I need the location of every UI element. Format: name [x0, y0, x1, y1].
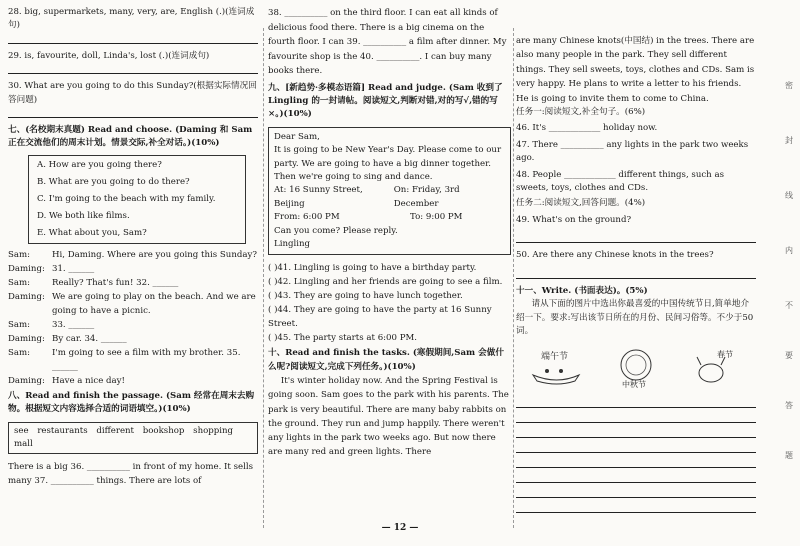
dialog-line: Daming: 31. ______: [8, 263, 95, 274]
task-1-title: 任务一:阅读短文,补全句子。(6%): [516, 107, 646, 118]
sidebar-char: 要: [785, 351, 793, 360]
column-divider: [263, 28, 264, 528]
letter-ask: Can you come? Please reply.: [274, 225, 398, 236]
letter-row: [274, 211, 505, 224]
column-right: [516, 34, 756, 516]
dialog-line: Sam: I'm going to see a film with my brother. 35. ______: [8, 347, 241, 372]
writing-line[interactable]: [516, 471, 756, 483]
judge-item[interactable]: ( )43. They are going to have lunch together.: [268, 291, 463, 302]
letter-at: At: 16 Sunny Street, Beijing: [274, 185, 363, 209]
letter-greeting: Dear Sam,: [274, 131, 320, 142]
writing-area[interactable]: [516, 396, 756, 513]
letter-row: [274, 184, 505, 211]
section-11-instructions: 请从下面的图片中选出你最喜爱的中国传统节日,简单地介绍一下。要求:写出该节日所在的月份、民间习俗等。不少于50词。: [516, 299, 754, 336]
judge-item[interactable]: ( )45. The party starts at 6:00 PM.: [268, 333, 418, 344]
question-50: 50. Are there any Chinese knots in the trees?: [516, 250, 714, 261]
dialog-line: Sam: 33. ______: [8, 319, 95, 330]
writing-line[interactable]: [516, 456, 756, 468]
festival-pictures: [516, 342, 756, 392]
dialog-line: Sam: Really? That's fun! 32. ______: [8, 277, 179, 288]
passage-sec8-end: 38. __________ on the third floor. I can eat all kinds of delicious food there. There is a big cinema on the fourth floor. I can 39. __________ a film after dinner. My favourite shop is the 40. __________. I can buy many books there.: [268, 8, 507, 76]
option-b: B. What are you going to do there?: [37, 176, 190, 187]
seal-line-sidebar: [784, 60, 796, 500]
column-left: [8, 6, 258, 488]
letter-signature: Lingling: [274, 238, 311, 249]
dragon-boat-label: 端午节: [541, 352, 569, 363]
invitation-letter: [268, 127, 511, 256]
option-a: A. How are you going there?: [37, 159, 162, 170]
writing-line[interactable]: [516, 411, 756, 423]
spring-festival-picture: [687, 345, 745, 389]
question-48[interactable]: 48. People ____________ different things, such as sweets, toys, clothes and CDs.: [516, 169, 724, 194]
answer-line-29[interactable]: [8, 64, 258, 74]
column-middle: [268, 6, 511, 459]
spring-festival-label: 春节: [717, 350, 733, 360]
dialog-line: Daming: We are going to play on the beach. And we are going to have a picnic.: [8, 291, 256, 316]
question-46[interactable]: 46. It's ____________ holiday now.: [516, 123, 658, 134]
passage-sec10-end: are many Chinese knots(中国结) in the trees. There are also many people in the park. They sell different things. They sell sweets, toys, clothes and CDs. Sam is very happy. He plans to write a letter to his friends. He is going to invite them to come to China.: [516, 36, 755, 104]
option-c: C. I'm going to the beach with my family.: [37, 193, 216, 204]
judge-item[interactable]: ( )42. Lingling and her friends are going to see a film.: [268, 277, 503, 288]
sidebar-char: 封: [785, 136, 793, 145]
writing-line[interactable]: [516, 396, 756, 408]
question-49: 49. What's on the ground?: [516, 214, 632, 225]
section-10-title: 十、Read and finish the tasks. (寒假期间,Sam 会做什么呢?阅读短文,完成下列任务。)(10%): [268, 348, 504, 372]
dialog: [8, 248, 258, 388]
task-2-title: 任务二:阅读短文,回答问题。(4%): [516, 198, 646, 209]
page-number: — 12 —: [381, 523, 419, 533]
writing-line[interactable]: [516, 426, 756, 438]
dialog-line: Daming: Have a nice day!: [8, 375, 125, 386]
section-9-title: 九、[新趋势·多模态语篇] Read and judge. (Sam 收到了 Lingling 的一封请帖。阅读短文,判断对错,对的写√,错的写×。)(10%): [268, 82, 503, 120]
option-d: D. We both like films.: [37, 210, 130, 221]
question-30: 30. What are you going to do this Sunday?(根据实际情况回答问题): [8, 81, 257, 105]
question-28: 28. big, supermarkets, many, very, are, English (.)(连词成句): [8, 7, 255, 31]
mid-autumn-picture: [607, 345, 665, 389]
word-box: see restaurants different bookshop shopping mall: [8, 422, 258, 455]
sidebar-char: 题: [785, 451, 793, 460]
dialog-line: Daming: By car. 34. ______: [8, 333, 127, 344]
answer-line-28[interactable]: [8, 34, 258, 44]
option-e: E. What about you, Sam?: [37, 227, 147, 238]
sidebar-char: 密: [785, 81, 793, 90]
question-47[interactable]: 47. There __________ any lights in the park two weeks ago.: [516, 139, 749, 164]
dragon-boat-picture: [527, 345, 585, 389]
mid-autumn-label: 中秋节: [622, 380, 646, 390]
passage-sec10: It's winter holiday now. And the Spring Festival is going soon. Sam goes to the park with his parents. The park is very beautiful. There are many baby rabbits on the ground. They run and jump happily. There weren't any lights in the park two weeks ago. But now there are many red and green lights. There: [268, 376, 509, 458]
section-8-title: 八、Read and finish the passage. (Sam 经常在周末去购物。根据短文内容选择合适的词语填空。)(10%): [8, 390, 255, 415]
section-11-title: 十一、Write. (书面表达)。(5%): [516, 285, 648, 296]
writing-line[interactable]: [516, 441, 756, 453]
sidebar-char: 答: [785, 401, 793, 410]
column-divider: [513, 28, 514, 528]
options-box: [28, 155, 246, 244]
letter-from: From: 6:00 PM: [274, 212, 340, 223]
dialog-line: Sam: Hi, Daming. Where are you going this Sunday?: [8, 249, 257, 260]
answer-line-49[interactable]: [516, 233, 756, 243]
writing-line[interactable]: [516, 486, 756, 498]
letter-to: To: 9:00 PM: [410, 212, 463, 223]
answer-line-30[interactable]: [8, 108, 258, 118]
question-29: 29. is, favourite, doll, Linda's, lost (.)(连词成句): [8, 50, 210, 61]
judge-item[interactable]: ( )44. They are going to have the party at 16 Sunny Street.: [268, 305, 492, 330]
letter-body: It is going to be New Year's Day. Please come to our party. We are going to have a big dinner together. Then we're going to sing and dance.: [274, 145, 502, 182]
sidebar-char: 线: [785, 191, 793, 200]
judge-item[interactable]: ( )41. Lingling is going to have a birthday party.: [268, 263, 477, 274]
judge-list: [268, 261, 511, 345]
letter-on: On: Friday, 3rd December: [393, 185, 460, 209]
writing-line[interactable]: [516, 501, 756, 513]
sidebar-char: 内: [785, 246, 793, 255]
passage-sec8-start: There is a big 36. __________ in front of my home. It sells many 37. __________ things. There are lots of: [8, 462, 254, 487]
section-7-title: 七、(名校期末真题) Read and choose. (Daming 和 Sam 正在交流他们的周末计划。情景交际,补全对话。)(10%): [8, 125, 253, 149]
answer-line-50[interactable]: [516, 269, 756, 279]
sidebar-char: 不: [785, 301, 793, 310]
